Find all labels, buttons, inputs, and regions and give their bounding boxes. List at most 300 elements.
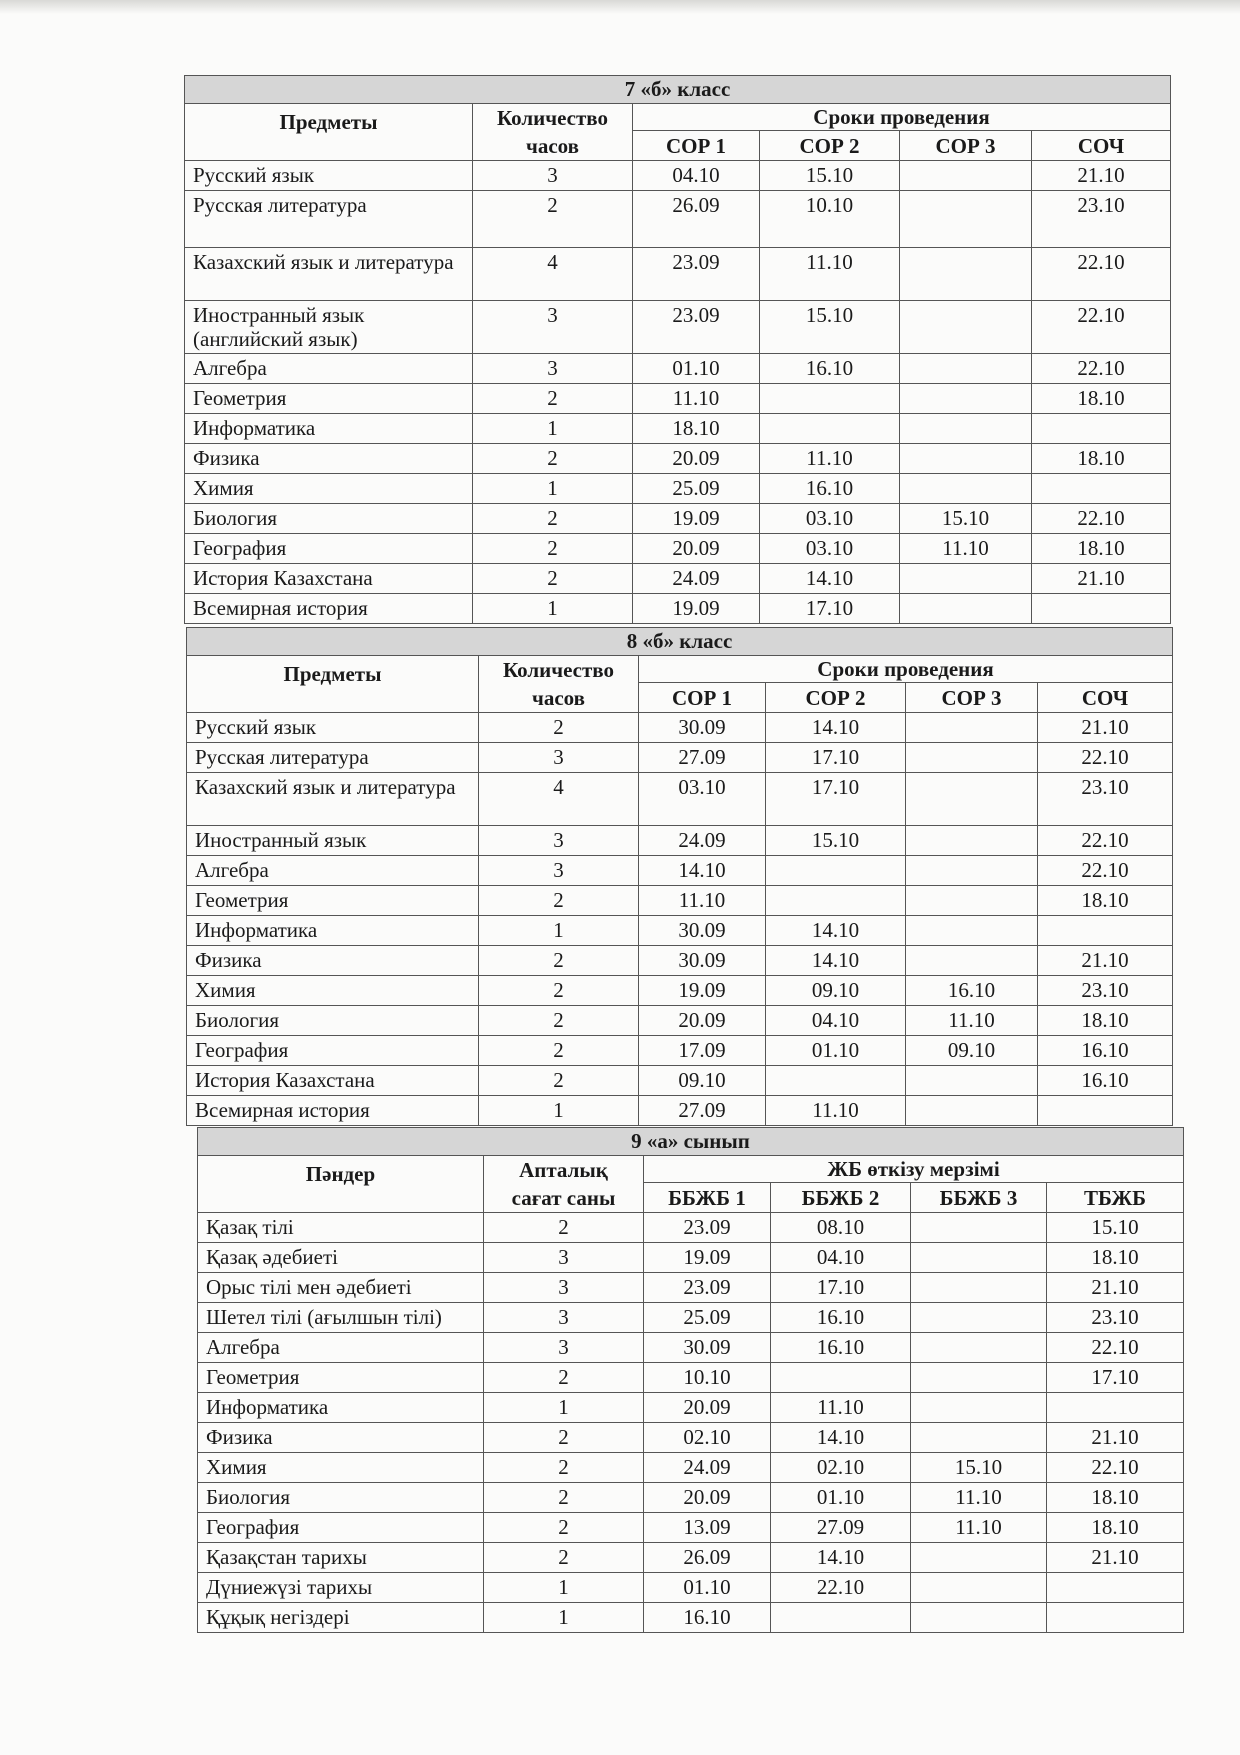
date-value: 01.10 (771, 1483, 911, 1513)
subject-name: Физика (185, 444, 473, 474)
date-value: 27.09 (639, 1096, 766, 1126)
date-value (900, 191, 1032, 248)
table-row (187, 976, 1173, 1006)
date-value (900, 354, 1032, 384)
hours-value: 1 (473, 474, 633, 504)
date-value: 17.10 (766, 743, 906, 773)
hours-value: 4 (473, 248, 633, 301)
date-value: 01.10 (766, 1036, 906, 1066)
hours-value: 3 (479, 826, 639, 856)
date-value: 18.10 (1038, 1006, 1173, 1036)
date-value (900, 594, 1032, 624)
subject-name: Қазақ тілі (198, 1213, 484, 1243)
subject-name: Орыс тілі мен әдебиеті (198, 1273, 484, 1303)
date-value: 30.09 (639, 713, 766, 743)
date-value (906, 916, 1038, 946)
date-value: 16.10 (906, 976, 1038, 1006)
date-value: 16.10 (771, 1333, 911, 1363)
date-value: 11.10 (766, 1096, 906, 1126)
date-value: 22.10 (771, 1573, 911, 1603)
date-value: 20.09 (644, 1483, 771, 1513)
date-value: 18.10 (1032, 384, 1171, 414)
date-value: 21.10 (1047, 1423, 1184, 1453)
date-value: 23.10 (1038, 976, 1173, 1006)
date-value: 18.10 (1032, 534, 1171, 564)
date-value: 18.10 (1038, 886, 1173, 916)
subject-name: Геометрия (187, 886, 479, 916)
subject-name: Казахский язык и литература (185, 248, 473, 301)
date-value: 14.10 (766, 916, 906, 946)
date-value: 10.10 (760, 191, 900, 248)
subject-name: Химия (185, 474, 473, 504)
subject-name: Қазақ әдебиеті (198, 1243, 484, 1273)
date-value (911, 1303, 1047, 1333)
date-value: 11.10 (900, 534, 1032, 564)
date-value: 11.10 (760, 444, 900, 474)
date-value: 18.10 (1047, 1513, 1184, 1543)
date-value (900, 474, 1032, 504)
table-row (187, 1006, 1173, 1036)
subject-name: Информатика (187, 916, 479, 946)
date-value: 11.10 (906, 1006, 1038, 1036)
date-value: 11.10 (760, 248, 900, 301)
section-title-row (185, 76, 1171, 104)
hours-value: 3 (484, 1273, 644, 1303)
table-row (185, 564, 1171, 594)
assessment-column-header: ББЖБ 3 (911, 1183, 1047, 1213)
subject-name: Русская литература (187, 743, 479, 773)
date-value: 23.10 (1038, 773, 1173, 826)
date-value (760, 414, 900, 444)
date-value: 03.10 (760, 534, 900, 564)
date-value (906, 743, 1038, 773)
table-row (198, 1213, 1184, 1243)
date-value (766, 856, 906, 886)
date-value: 22.10 (1047, 1453, 1184, 1483)
date-value (911, 1543, 1047, 1573)
date-value: 26.09 (644, 1543, 771, 1573)
table-row (198, 1543, 1184, 1573)
subject-name: Всемирная история (187, 1096, 479, 1126)
date-value: 16.10 (771, 1303, 911, 1333)
hours-value: 3 (473, 354, 633, 384)
date-value (906, 773, 1038, 826)
date-value: 15.10 (900, 504, 1032, 534)
date-value: 17.10 (766, 773, 906, 826)
date-value (900, 564, 1032, 594)
hours-value: 1 (479, 1096, 639, 1126)
assessment-column-header: СОР 1 (639, 683, 766, 713)
date-value: 19.09 (644, 1243, 771, 1273)
date-value: 03.10 (639, 773, 766, 826)
date-value (1032, 414, 1171, 444)
date-value: 18.10 (1047, 1483, 1184, 1513)
date-value: 22.10 (1038, 826, 1173, 856)
hours-value: 2 (473, 564, 633, 594)
subject-name: Геометрия (185, 384, 473, 414)
assessment-column-header: ББЖБ 1 (644, 1183, 771, 1213)
date-value: 22.10 (1038, 743, 1173, 773)
subject-name: Биология (198, 1483, 484, 1513)
hours-value: 3 (479, 856, 639, 886)
hours-column-header: Количество часов (479, 656, 639, 713)
table-row (185, 414, 1171, 444)
date-value: 11.10 (771, 1393, 911, 1423)
date-value: 15.10 (1047, 1213, 1184, 1243)
assessment-column-header: СОР 2 (766, 683, 906, 713)
table-row (187, 713, 1173, 743)
date-value: 23.09 (644, 1273, 771, 1303)
hours-value: 2 (484, 1363, 644, 1393)
date-value: 03.10 (760, 504, 900, 534)
assessment-column-header: СОЧ (1032, 131, 1171, 161)
date-value: 20.09 (633, 534, 760, 564)
date-value: 22.10 (1032, 354, 1171, 384)
subject-name: Құқық негіздері (198, 1603, 484, 1633)
date-value: 26.09 (633, 191, 760, 248)
date-value (911, 1393, 1047, 1423)
date-value (900, 414, 1032, 444)
date-value: 02.10 (644, 1423, 771, 1453)
date-value (911, 1213, 1047, 1243)
date-value (900, 384, 1032, 414)
date-value: 24.09 (644, 1453, 771, 1483)
hours-value: 3 (473, 161, 633, 191)
date-value: 30.09 (639, 946, 766, 976)
header-row (187, 656, 1173, 683)
date-value (760, 384, 900, 414)
subject-name: Всемирная история (185, 594, 473, 624)
table-row (187, 1066, 1173, 1096)
table-row (187, 1036, 1173, 1066)
table-row (187, 856, 1173, 886)
table-row (185, 534, 1171, 564)
table-row (185, 504, 1171, 534)
subject-name: Геометрия (198, 1363, 484, 1393)
subject-name: Алгебра (198, 1333, 484, 1363)
date-value: 04.10 (771, 1243, 911, 1273)
date-value: 16.10 (760, 354, 900, 384)
dates-group-header: Сроки проведения (633, 104, 1171, 131)
hours-value: 2 (479, 713, 639, 743)
date-value: 21.10 (1047, 1273, 1184, 1303)
date-value: 22.10 (1047, 1333, 1184, 1363)
table-row (198, 1423, 1184, 1453)
date-value: 23.10 (1032, 191, 1171, 248)
date-value: 17.10 (771, 1273, 911, 1303)
subject-name: Алгебра (187, 856, 479, 886)
date-value: 15.10 (911, 1453, 1047, 1483)
subject-column-header: Предметы (185, 104, 473, 161)
date-value: 11.10 (639, 886, 766, 916)
hours-value: 2 (479, 886, 639, 916)
date-value: 22.10 (1032, 301, 1171, 354)
date-value: 20.09 (639, 1006, 766, 1036)
hours-value: 2 (479, 1036, 639, 1066)
table-row (198, 1393, 1184, 1423)
table-row (185, 594, 1171, 624)
hours-column-header: Апталық сағат саны (484, 1156, 644, 1213)
table-row (185, 444, 1171, 474)
date-value: 23.09 (633, 301, 760, 354)
date-value: 11.10 (633, 384, 760, 414)
date-value (911, 1423, 1047, 1453)
date-value (906, 713, 1038, 743)
hours-value: 2 (479, 1006, 639, 1036)
hours-value: 2 (479, 976, 639, 1006)
subject-name: Биология (185, 504, 473, 534)
date-value (771, 1603, 911, 1633)
date-value (906, 826, 1038, 856)
table-row (187, 743, 1173, 773)
hours-value: 1 (484, 1603, 644, 1633)
date-value: 19.09 (633, 504, 760, 534)
date-value: 09.10 (639, 1066, 766, 1096)
section-title-row (187, 628, 1173, 656)
date-value: 23.09 (644, 1213, 771, 1243)
date-value: 02.10 (771, 1453, 911, 1483)
date-value: 20.09 (633, 444, 760, 474)
date-value: 16.10 (644, 1603, 771, 1633)
date-value (911, 1573, 1047, 1603)
scan-top-edge (0, 0, 1240, 14)
date-value (906, 1096, 1038, 1126)
date-value: 25.09 (633, 474, 760, 504)
date-value (1032, 594, 1171, 624)
hours-value: 3 (484, 1243, 644, 1273)
assessment-column-header: СОР 3 (906, 683, 1038, 713)
date-value (911, 1363, 1047, 1393)
hours-value: 2 (484, 1423, 644, 1453)
date-value (911, 1603, 1047, 1633)
section-title: 8 «б» класс (187, 628, 1173, 656)
table-row (187, 773, 1173, 826)
date-value: 21.10 (1038, 713, 1173, 743)
date-value: 21.10 (1032, 161, 1171, 191)
subject-name: Қазақстан тарихы (198, 1543, 484, 1573)
subject-name: Русская литература (185, 191, 473, 248)
date-value (911, 1273, 1047, 1303)
date-value: 27.09 (639, 743, 766, 773)
section-title-row (198, 1128, 1184, 1156)
date-value: 14.10 (639, 856, 766, 886)
table-row (185, 474, 1171, 504)
dates-group-header: ЖБ өткізу мерзімі (644, 1156, 1184, 1183)
subject-name: История Казахстана (185, 564, 473, 594)
date-value: 24.09 (639, 826, 766, 856)
date-value (1038, 1096, 1173, 1126)
subject-name: Химия (187, 976, 479, 1006)
hours-value: 4 (479, 773, 639, 826)
header-row (185, 104, 1171, 131)
subject-name: Информатика (198, 1393, 484, 1423)
subject-column-header: Пәндер (198, 1156, 484, 1213)
hours-value: 2 (479, 1066, 639, 1096)
table-row (185, 248, 1171, 301)
table-row (185, 354, 1171, 384)
date-value (911, 1243, 1047, 1273)
hours-value: 2 (473, 191, 633, 248)
table-row (187, 886, 1173, 916)
subject-name: Физика (187, 946, 479, 976)
hours-value: 2 (484, 1213, 644, 1243)
subject-name: Информатика (185, 414, 473, 444)
subject-name: Русский язык (185, 161, 473, 191)
date-value: 30.09 (639, 916, 766, 946)
date-value: 10.10 (644, 1363, 771, 1393)
date-value (900, 444, 1032, 474)
table-row (198, 1333, 1184, 1363)
subject-name: Иностранный язык (187, 826, 479, 856)
table-row (198, 1483, 1184, 1513)
date-value (900, 301, 1032, 354)
date-value: 17.10 (760, 594, 900, 624)
hours-value: 1 (473, 414, 633, 444)
hours-value: 1 (484, 1573, 644, 1603)
date-value: 18.10 (633, 414, 760, 444)
hours-value: 3 (484, 1333, 644, 1363)
hours-value: 2 (473, 504, 633, 534)
date-value (1047, 1393, 1184, 1423)
date-value (906, 886, 1038, 916)
assessment-column-header: СОР 3 (900, 131, 1032, 161)
table-row (187, 1096, 1173, 1126)
date-value: 14.10 (766, 946, 906, 976)
date-value (766, 886, 906, 916)
date-value: 21.10 (1038, 946, 1173, 976)
date-value: 23.10 (1047, 1303, 1184, 1333)
date-value: 15.10 (760, 161, 900, 191)
subject-name: Казахский язык и литература (187, 773, 479, 826)
subject-name: Иностранный язык (английский язык) (185, 301, 473, 354)
table-row (198, 1273, 1184, 1303)
date-value: 27.09 (771, 1513, 911, 1543)
date-value (766, 1066, 906, 1096)
schedule-table-9a (197, 1127, 1184, 1633)
table-row (187, 916, 1173, 946)
subject-name: География (187, 1036, 479, 1066)
hours-value: 2 (479, 946, 639, 976)
date-value (771, 1363, 911, 1393)
date-value: 19.09 (639, 976, 766, 1006)
hours-value: 2 (484, 1453, 644, 1483)
date-value (900, 248, 1032, 301)
table-row (187, 946, 1173, 976)
date-value: 25.09 (644, 1303, 771, 1333)
date-value: 13.09 (644, 1513, 771, 1543)
hours-value: 3 (484, 1303, 644, 1333)
table-row (198, 1453, 1184, 1483)
date-value: 19.09 (633, 594, 760, 624)
assessment-column-header: СОР 2 (760, 131, 900, 161)
date-value: 14.10 (771, 1423, 911, 1453)
date-value: 16.10 (1038, 1066, 1173, 1096)
subject-name: География (198, 1513, 484, 1543)
date-value: 24.09 (633, 564, 760, 594)
table-row (185, 301, 1171, 354)
date-value: 17.09 (639, 1036, 766, 1066)
hours-value: 2 (484, 1513, 644, 1543)
table-row (198, 1603, 1184, 1633)
subject-name: Дүниежүзі тарихы (198, 1573, 484, 1603)
date-value: 11.10 (911, 1483, 1047, 1513)
subject-name: Биология (187, 1006, 479, 1036)
subject-name: География (185, 534, 473, 564)
date-value: 16.10 (1038, 1036, 1173, 1066)
hours-value: 3 (473, 301, 633, 354)
date-value: 16.10 (760, 474, 900, 504)
hours-value: 2 (473, 534, 633, 564)
subject-name: История Казахстана (187, 1066, 479, 1096)
date-value: 21.10 (1047, 1543, 1184, 1573)
date-value: 04.10 (766, 1006, 906, 1036)
dates-group-header: Сроки проведения (639, 656, 1173, 683)
hours-value: 3 (479, 743, 639, 773)
date-value (1047, 1573, 1184, 1603)
table-row (198, 1243, 1184, 1273)
subject-column-header: Предметы (187, 656, 479, 713)
date-value: 15.10 (760, 301, 900, 354)
hours-value: 2 (484, 1483, 644, 1513)
schedule-table-7b (184, 75, 1171, 624)
date-value (906, 856, 1038, 886)
table-row (198, 1303, 1184, 1333)
date-value: 15.10 (766, 826, 906, 856)
date-value: 23.09 (633, 248, 760, 301)
date-value (1038, 916, 1173, 946)
date-value: 22.10 (1038, 856, 1173, 886)
assessment-column-header: ТБЖБ (1047, 1183, 1184, 1213)
table-row (185, 384, 1171, 414)
assessment-column-header: СОР 1 (633, 131, 760, 161)
hours-value: 1 (484, 1393, 644, 1423)
table-row (198, 1513, 1184, 1543)
table-row (198, 1573, 1184, 1603)
subject-name: Шетел тілі (ағылшын тілі) (198, 1303, 484, 1333)
table-row (185, 191, 1171, 248)
date-value: 01.10 (644, 1573, 771, 1603)
subject-name: Химия (198, 1453, 484, 1483)
date-value: 14.10 (760, 564, 900, 594)
hours-value: 1 (473, 594, 633, 624)
date-value (1047, 1603, 1184, 1633)
table-row (185, 161, 1171, 191)
table-row (187, 826, 1173, 856)
date-value: 09.10 (766, 976, 906, 1006)
date-value (900, 161, 1032, 191)
date-value (1032, 474, 1171, 504)
date-value: 14.10 (771, 1543, 911, 1573)
date-value: 09.10 (906, 1036, 1038, 1066)
date-value: 04.10 (633, 161, 760, 191)
date-value: 08.10 (771, 1213, 911, 1243)
assessment-column-header: СОЧ (1038, 683, 1173, 713)
date-value: 21.10 (1032, 564, 1171, 594)
schedule-table-8b (186, 627, 1173, 1126)
section-title: 7 «б» класс (185, 76, 1171, 104)
date-value: 18.10 (1032, 444, 1171, 474)
hours-value: 2 (473, 384, 633, 414)
date-value: 18.10 (1047, 1243, 1184, 1273)
date-value (906, 1066, 1038, 1096)
date-value: 11.10 (911, 1513, 1047, 1543)
date-value: 30.09 (644, 1333, 771, 1363)
subject-name: Физика (198, 1423, 484, 1453)
date-value: 17.10 (1047, 1363, 1184, 1393)
date-value: 22.10 (1032, 504, 1171, 534)
assessment-column-header: ББЖБ 2 (771, 1183, 911, 1213)
date-value: 14.10 (766, 713, 906, 743)
